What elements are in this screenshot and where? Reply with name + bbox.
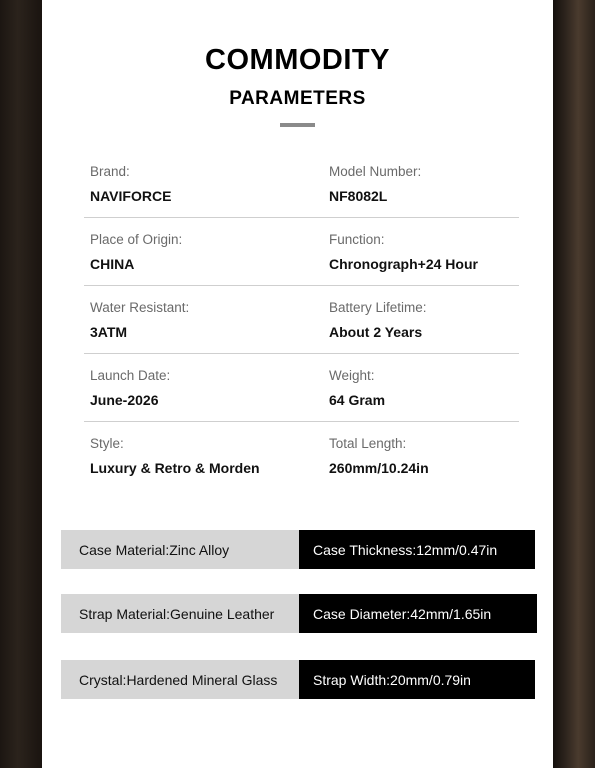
- parameter-value: NF8082L: [329, 188, 388, 204]
- spec-bar-case-material: [61, 530, 535, 569]
- parameter-value: June-2026: [90, 392, 159, 408]
- parameter-table: [84, 150, 519, 489]
- parameters-panel: [42, 0, 553, 768]
- parameter-value: Chronograph+24 Hour: [329, 256, 478, 272]
- parameter-cell: [329, 300, 427, 340]
- parameter-value: 260mm/10.24in: [329, 460, 429, 476]
- parameter-label: Model Number:: [329, 164, 422, 179]
- parameter-cell: [329, 164, 421, 204]
- parameter-row: [84, 354, 519, 422]
- page-subtitle: PARAMETERS: [229, 88, 366, 109]
- parameter-label: Total Length:: [329, 436, 407, 451]
- parameter-cell: [90, 164, 171, 204]
- spec-case-diameter: Case Diameter:42mm/1.65in: [299, 594, 537, 633]
- parameter-label: Brand:: [90, 164, 130, 179]
- parameter-value: 64 Gram: [329, 392, 386, 408]
- parameter-value: NAVIFORCE: [90, 188, 172, 204]
- frame-right-edge: [553, 0, 595, 768]
- parameter-cell: [329, 232, 478, 272]
- parameter-cell: [90, 436, 260, 476]
- spec-case-thickness: Case Thickness:12mm/0.47in: [299, 530, 535, 569]
- spec-crystal: Crystal:Hardened Mineral Glass: [61, 660, 299, 699]
- page-title: COMMODITY: [205, 44, 390, 76]
- parameter-value: Luxury & Retro & Morden: [90, 460, 260, 476]
- parameter-row: [84, 422, 519, 489]
- parameter-row: [84, 286, 519, 354]
- parameter-label: Weight:: [329, 368, 375, 383]
- parameter-cell: [90, 300, 189, 340]
- parameter-cell: [329, 368, 385, 408]
- parameter-label: Launch Date:: [90, 368, 171, 383]
- title-divider: [280, 123, 315, 127]
- parameter-cell: [90, 232, 182, 272]
- parameter-cell: [329, 436, 429, 476]
- spec-strap-material: Strap Material:Genuine Leather: [61, 594, 299, 633]
- parameter-label: Style:: [90, 436, 124, 451]
- parameter-value: 3ATM: [90, 324, 128, 340]
- parameter-value: CHINA: [90, 256, 135, 272]
- parameter-row: [84, 218, 519, 286]
- parameter-label: Function:: [329, 232, 385, 247]
- parameter-label: Place of Origin:: [90, 232, 183, 247]
- parameter-row: [84, 150, 519, 218]
- parameter-cell: [90, 368, 170, 408]
- parameter-value: About 2 Years: [329, 324, 423, 340]
- parameter-label: Battery Lifetime:: [329, 300, 427, 315]
- spec-bar-crystal: [61, 660, 535, 699]
- parameter-label: Water Resistant:: [90, 300, 190, 315]
- spec-bar-strap-material: [61, 594, 535, 633]
- spec-strap-width: Strap Width:20mm/0.79in: [299, 660, 535, 699]
- spec-case-material: Case Material:Zinc Alloy: [61, 530, 299, 569]
